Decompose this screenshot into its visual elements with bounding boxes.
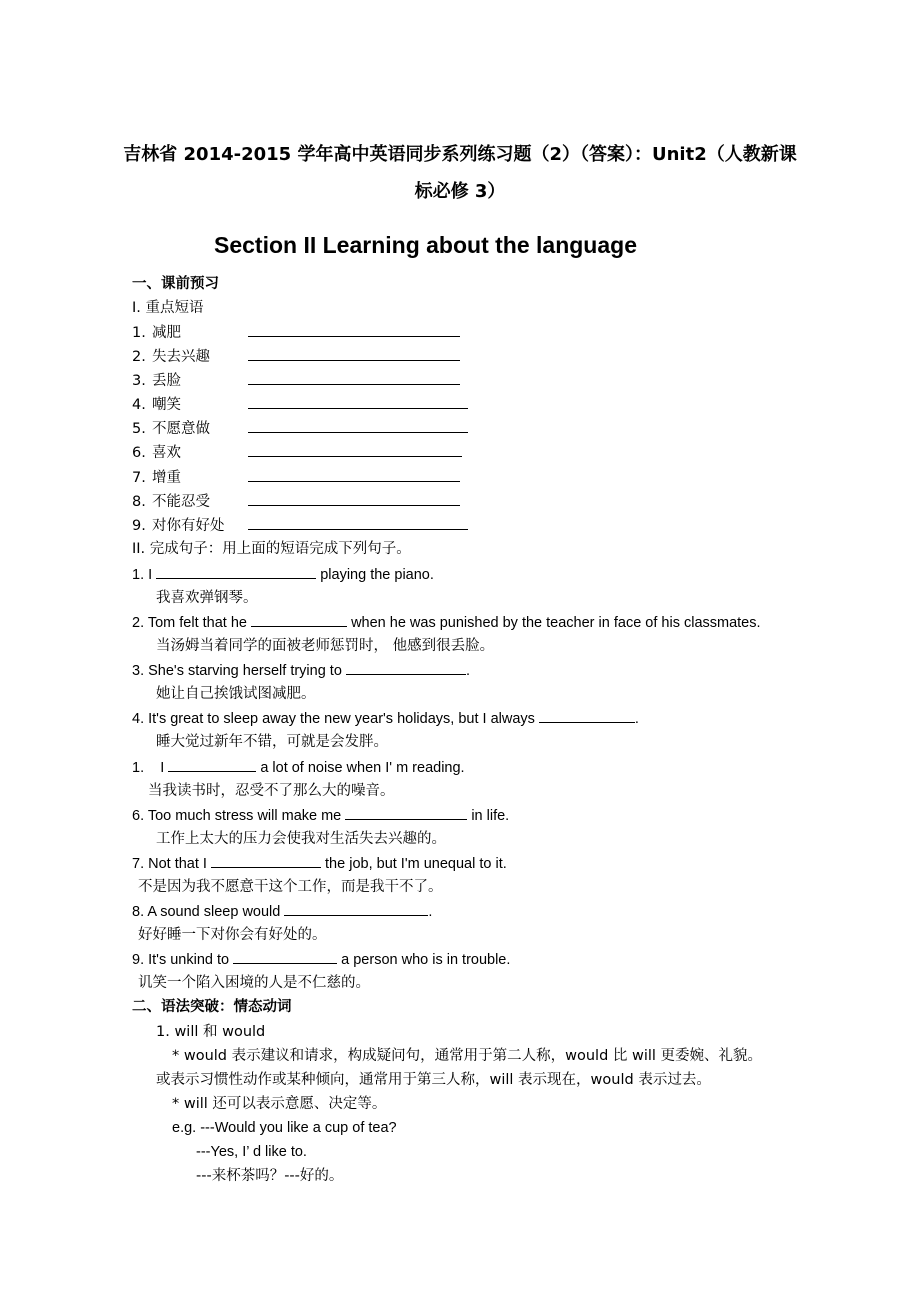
phrase-number: 6. bbox=[132, 445, 146, 461]
sentence-prefix: 8. A sound sleep would bbox=[132, 904, 281, 920]
phrase-item bbox=[132, 491, 460, 512]
sentence-suffix: . bbox=[465, 663, 470, 679]
phrase-number: 8. bbox=[132, 494, 146, 510]
phrase-term: 不能忍受 bbox=[152, 494, 210, 510]
phrase-item bbox=[132, 467, 460, 488]
phrase-term: 失去兴趣 bbox=[152, 349, 210, 365]
phrase-number: 1. bbox=[132, 325, 146, 341]
answer-blank[interactable] bbox=[284, 901, 428, 916]
sentence-prefix: 2. Tom felt that he bbox=[132, 615, 247, 631]
phrase-number: 4. bbox=[132, 397, 146, 413]
sentence-suffix: the job, but I'm unequal to it. bbox=[325, 856, 507, 872]
sentence-translation: 讥笑一个陷入困境的人是不仁慈的。 bbox=[138, 975, 370, 991]
sentence-suffix: . bbox=[428, 904, 433, 920]
sentence-suffix: a lot of noise when I' m reading. bbox=[260, 760, 465, 776]
sentence-item bbox=[132, 805, 509, 826]
sentence-prefix: 1. I bbox=[132, 760, 165, 776]
answer-blank[interactable] bbox=[248, 322, 460, 337]
phrase-number: 7. bbox=[132, 470, 146, 486]
answer-blank[interactable] bbox=[345, 805, 467, 820]
answer-blank[interactable] bbox=[248, 418, 468, 433]
grammar-note: 或表示习惯性动作或某种倾向，通常用于第三人称，will 表示现在，would 表示过去。 bbox=[156, 1072, 711, 1088]
sentence-prefix: 4. It's great to sleep away the new year's holidays, but I always bbox=[132, 711, 535, 727]
section-title: Section II Learning about the language bbox=[214, 232, 637, 258]
answer-blank[interactable] bbox=[168, 757, 256, 772]
sentence-item bbox=[132, 708, 639, 729]
grammar-note: * would 表示建议和请求，构成疑问句，通常用于第二人称，would 比 will 更委婉、礼貌。 bbox=[172, 1048, 763, 1064]
grammar-subheading: 1. will 和 would bbox=[156, 1024, 266, 1040]
phrase-item bbox=[132, 370, 460, 391]
answer-blank[interactable] bbox=[248, 442, 462, 457]
sentences-heading: II. 完成句子：用上面的短语完成下列句子。 bbox=[132, 541, 411, 557]
phrase-item bbox=[132, 346, 460, 367]
answer-blank[interactable] bbox=[539, 708, 635, 723]
sentence-translation: 睡大觉过新年不错，可就是会发胖。 bbox=[156, 734, 388, 750]
phrase-term: 丢脸 bbox=[152, 373, 181, 389]
phrase-item bbox=[132, 515, 468, 536]
sentence-item bbox=[132, 757, 465, 778]
part2-heading: 二、语法突破：情态动词 bbox=[132, 999, 292, 1015]
phrase-term: 减肥 bbox=[152, 325, 181, 341]
sentence-suffix: playing the piano. bbox=[320, 567, 434, 583]
sentence-translation: 工作上太大的压力会使我对生活失去兴趣的。 bbox=[156, 831, 446, 847]
example-line: ---Yes, I’ d like to. bbox=[196, 1144, 307, 1160]
sentence-item bbox=[132, 612, 761, 633]
sentence-translation: 我喜欢弹钢琴。 bbox=[156, 590, 258, 606]
sentence-suffix: . bbox=[634, 711, 639, 727]
answer-blank[interactable] bbox=[211, 853, 321, 868]
phrase-term: 对你有好处 bbox=[152, 518, 225, 534]
phrase-number: 3. bbox=[132, 373, 146, 389]
example-line: e.g. ---Would you like a cup of tea? bbox=[172, 1120, 397, 1136]
phrase-term: 嘲笑 bbox=[152, 397, 181, 413]
phrase-item bbox=[132, 394, 468, 415]
answer-blank[interactable] bbox=[248, 515, 468, 530]
phrase-term: 喜欢 bbox=[152, 445, 181, 461]
answer-blank[interactable] bbox=[156, 564, 316, 579]
sentence-prefix: 1. I bbox=[132, 567, 153, 583]
sentence-item bbox=[132, 660, 470, 681]
answer-blank[interactable] bbox=[248, 394, 468, 409]
sentence-prefix: 7. Not that I bbox=[132, 856, 207, 872]
answer-blank[interactable] bbox=[248, 346, 460, 361]
answer-blank[interactable] bbox=[248, 370, 460, 385]
phrase-item bbox=[132, 442, 462, 463]
grammar-note: * will 还可以表示意愿、决定等。 bbox=[172, 1096, 387, 1112]
sentence-prefix: 3. She's starving herself trying to bbox=[132, 663, 342, 679]
sentence-prefix: 9. It's unkind to bbox=[132, 952, 230, 968]
answer-blank[interactable] bbox=[248, 491, 460, 506]
page-title: 吉林省 2014-2015 学年高中英语同步系列练习题（2）（答案）：Unit2（人教新课标必修 3） bbox=[123, 144, 797, 202]
phrase-number: 5. bbox=[132, 421, 146, 437]
phrase-term: 增重 bbox=[152, 470, 181, 486]
phrases-heading: I. 重点短语 bbox=[132, 300, 204, 316]
phrase-item bbox=[132, 322, 460, 343]
sentence-item bbox=[132, 901, 432, 922]
sentence-prefix: 6. Too much stress will make me bbox=[132, 808, 342, 824]
sentence-translation: 好好睡一下对你会有好处的。 bbox=[138, 927, 327, 943]
phrase-number: 2. bbox=[132, 349, 146, 365]
example-line: ---来杯茶吗？---好的。 bbox=[196, 1168, 344, 1184]
sentence-item bbox=[132, 853, 507, 874]
sentence-translation: 当汤姆当着同学的面被老师惩罚时， 他感到很丢脸。 bbox=[156, 638, 495, 654]
answer-blank[interactable] bbox=[248, 467, 460, 482]
sentence-translation: 她让自己挨饿试图减肥。 bbox=[156, 686, 316, 702]
sentence-translation: 不是因为我不愿意干这个工作，而是我干不了。 bbox=[138, 879, 443, 895]
phrase-item bbox=[132, 418, 468, 439]
answer-blank[interactable] bbox=[251, 612, 347, 627]
sentence-suffix: when he was punished by the teacher in face of his classmates. bbox=[351, 615, 761, 631]
sentence-item bbox=[132, 564, 434, 585]
sentence-suffix: in life. bbox=[471, 808, 510, 824]
sentence-translation: 当我读书时，忍受不了那么大的噪音。 bbox=[148, 783, 395, 799]
phrase-number: 9. bbox=[132, 518, 146, 534]
answer-blank[interactable] bbox=[346, 660, 466, 675]
sentence-suffix: a person who is in trouble. bbox=[341, 952, 511, 968]
part1-heading: 一、课前预习 bbox=[132, 276, 219, 292]
answer-blank[interactable] bbox=[233, 949, 337, 964]
phrase-term: 不愿意做 bbox=[152, 421, 210, 437]
sentence-item bbox=[132, 949, 510, 970]
